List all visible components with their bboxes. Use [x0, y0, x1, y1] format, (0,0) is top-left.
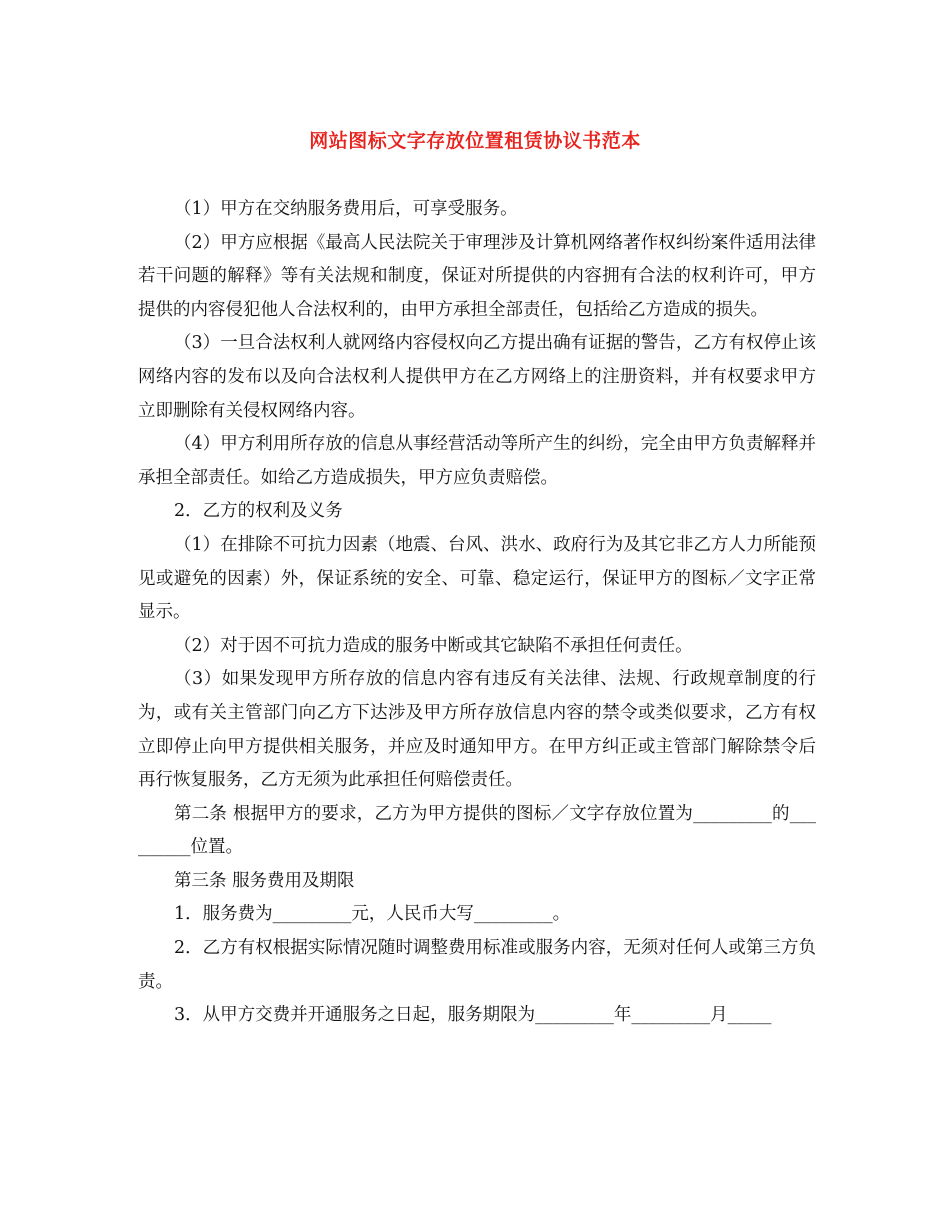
paragraph-8: （3）如果发现甲方所存放的信息内容有违反有关法律、法规、行政规章制度的行为，或有关主管部门向乙方下达涉及甲方所存放信息内容的禁令或类似要求，乙方有权立即停止向甲方提供相关服务，并应及时通知甲方。在甲方纠正或主管部门解除禁令后再行恢复服务，乙方无须为此承担任何赔偿责任。	[138, 669, 816, 791]
paragraph-3: （3）一旦合法权利人就网络内容侵权向乙方提出确有证据的警告，乙方有权停止该网络内容的发布以及向合法权利人提供甲方在乙方网络上的注册资料，并有权要求甲方立即删除有关侵权网络内容。	[138, 333, 816, 421]
article-two: 第二条 根据甲方的要求，乙方为甲方提供的图标／文字存放位置为_________的_________位置。	[138, 803, 816, 858]
paragraph-4: （4）甲方利用所存放的信息从事经营活动等所产生的纠纷，完全由甲方负责解释并承担全部责任。如给乙方造成损失，甲方应负责赔偿。	[138, 434, 816, 488]
article-three-heading: 第三条 服务费用及期限	[174, 870, 355, 891]
document-body	[138, 193, 816, 1033]
service-term-clause: 3．从甲方交费并开通服务之日起，服务期限为_________年_________月_____	[174, 1005, 772, 1026]
paragraph-6: （1）在排除不可抗力因素（地震、台风、洪水、政府行为及其它非乙方人力所能预见或避免的因素）外，保证系统的安全、可靠、稳定运行，保证甲方的图标／文字正常显示。	[138, 534, 816, 623]
fee-adjustment-clause: 2．乙方有权根据实际情况随时调整费用标准或服务内容，无须对任何人或第三方负责。	[138, 938, 816, 992]
paragraph-7: （2）对于因不可抗力造成的服务中断或其它缺陷不承担任何责任。	[174, 635, 693, 656]
paragraph-1: （1）甲方在交纳服务费用后，可享受服务。	[174, 199, 518, 219]
paragraph-2: （2）甲方应根据《最高人民法院关于审理涉及计算机网络著作权纠纷案件适用法律若干问题的解释》等有关法规和制度，保证对所提供的内容拥有合法的权利许可，甲方提供的内容侵犯他人合法权利的，由甲方承担全部责任，包括给乙方造成的损失。	[138, 232, 816, 320]
fee-clause: 1．服务费为_________元，人民币大写_________。	[174, 904, 571, 925]
document-title: 网站图标文字存放位置租赁协议书范本	[309, 130, 641, 152]
section-heading-party-b: 2．乙方的权利及义务	[174, 501, 343, 522]
